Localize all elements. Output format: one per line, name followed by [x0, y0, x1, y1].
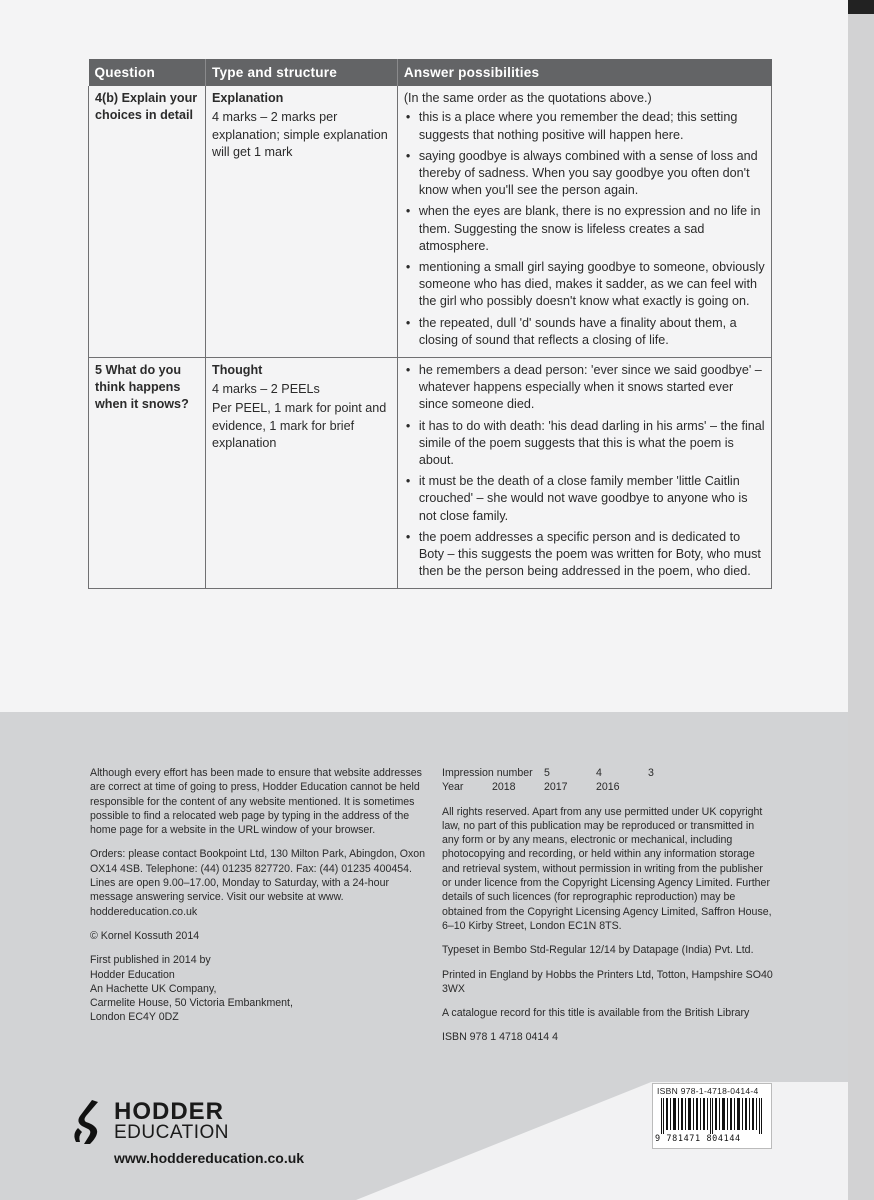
orders-info: Orders: please contact Bookpoint Ltd, 130 Milton Park, Abingdon, Oxon OX14 4SB. Telephone: (44) 01235 827720. Fax: (44) 01235 400454. Lines are open 9.00–17.00, Monday to Saturday, with a 24-hour message answering service. Visit our website at www. hoddereducation.co.uk	[90, 848, 426, 918]
list-item: • he remembers a dead person: 'ever since we said goodbye' – whatever happens especially when it snows started ever since someone died.	[404, 362, 765, 414]
type-cell	[206, 86, 398, 357]
brand-subname: EDUCATION	[114, 1122, 229, 1143]
list-item: • when the eyes are blank, there is no expression and no life in them. Suggesting the snow is lifeless creates a sad atmosphere.	[404, 203, 765, 255]
published-line: Hodder Education	[90, 968, 175, 981]
question-text: 5 What do you think happens when it snows?	[95, 363, 189, 412]
typeset-info: Typeset in Bembo Std-Regular 12/14 by Datapage (India) Pvt. Ltd.	[442, 944, 754, 957]
structure-line: Per PEEL, 1 mark for point and evidence, 1 mark for brief explanation	[212, 401, 387, 450]
published-line: London EC4Y 0DZ	[90, 1011, 179, 1024]
answer-list	[404, 109, 765, 349]
header-question: Question	[89, 59, 206, 86]
impression-row	[442, 766, 774, 780]
table-row	[89, 358, 772, 589]
answers-cell	[397, 358, 771, 589]
answers-cell	[397, 86, 771, 357]
published-line: First published in 2014 by	[90, 954, 211, 967]
impression-number: 3	[648, 767, 654, 779]
type-cell	[206, 358, 398, 589]
impression-number: 5	[544, 767, 550, 779]
answers-intro: (In the same order as the quotations above.)	[403, 91, 652, 106]
rights-statement: All rights reserved. Apart from any use permitted under UK copyright law, no part of this publication may be reproduced or transmitted in any form or by any means, electronic or mechanical, including photocopying and recording, or held within any information storage and retrieval system, without permission in writing from the publisher or under licence from the Copyright Licensing Agency Limited. Further details of such licences (for reprographic reproduction) may be obtained from the Copyright Licensing Agency Limited, Saffron House, 6–10 Kirby Street, London EC1N 8TS.	[442, 805, 772, 932]
copyright-line: © Kornel Kossuth 2014	[90, 929, 200, 942]
table-header-row	[89, 59, 772, 86]
isbn-barcode	[652, 1083, 772, 1149]
structure-line: 4 marks – 2 PEELs	[212, 382, 320, 397]
type-title: Thought	[212, 363, 263, 378]
barcode-digits: 9 781471 804144	[655, 1134, 741, 1144]
imprint-left-column	[90, 766, 426, 1035]
table-row	[89, 86, 772, 357]
list-item: • mentioning a small girl saying goodbye to someone, obviously someone who has died, makes it sadder, as we can feel with the girl who possibly doesn't know what exactly is going on.	[404, 259, 765, 311]
hodder-mark-icon	[70, 1098, 110, 1146]
question-cell	[89, 358, 206, 589]
type-title: Explanation	[212, 91, 284, 106]
list-item: • saying goodbye is always combined with a sense of loss and thereby of sadness. When you say goodbye you often don't know when you'll see the person again.	[404, 148, 765, 200]
year-row	[442, 780, 774, 794]
question-cell	[89, 86, 206, 357]
published-line: Carmelite House, 50 Victoria Embankment,	[90, 997, 293, 1010]
impression-block	[442, 766, 774, 795]
hodder-logo	[70, 1098, 350, 1170]
impression-label: Impression number	[442, 767, 533, 779]
year-label: Year	[442, 781, 464, 794]
structure-line: 4 marks – 2 marks per explanation; simple explanation will get 1 mark	[212, 110, 388, 159]
website-disclaimer: Although every effort has been made to ensure that website addresses are correct at time of going to press, Hodder Education cannot be held responsible for the content of any website mentioned. It is sometimes possible to find a relocated web page by typing in the address of the home page for a website in the URL window of your browser.	[90, 767, 422, 837]
list-item: • the poem addresses a specific person and is dedicated to Boty – this suggests the poem was written for Boty, who must then be the person being addressed in the poem, who died.	[404, 529, 765, 581]
answer-list	[404, 362, 765, 580]
barcode-isbn-label: ISBN 978-1-4718-0414-4	[657, 1086, 759, 1096]
year-value: 2017	[544, 781, 568, 794]
printer-info: Printed in England by Hobbs the Printers Ltd, Totton, Hampshire SO40 3WX	[442, 968, 773, 995]
header-type-structure: Type and structure	[206, 59, 398, 86]
isbn-line: ISBN 978 1 4718 0414 4	[442, 1031, 559, 1044]
question-text: 4(b) Explain your choices in detail	[95, 91, 198, 123]
edge-tab	[848, 0, 874, 14]
published-line: An Hachette UK Company,	[90, 982, 217, 995]
header-answer-possibilities: Answer possibilities	[397, 59, 771, 86]
page-edge	[848, 0, 874, 1200]
impression-number: 4	[596, 767, 602, 779]
publisher-info	[90, 953, 426, 1024]
list-item: • it must be the death of a close family member 'little Caitlin crouched' – she would not wave goodbye to anyone who is not close family.	[404, 473, 765, 525]
list-item: • this is a place where you remember the dead; this setting suggests that nothing positive will happen here.	[404, 109, 765, 143]
barcode-bars-icon	[661, 1098, 763, 1134]
publisher-url: www.hoddereducation.co.uk	[114, 1150, 305, 1166]
brand-name: HODDER	[114, 1098, 225, 1125]
mark-scheme-table	[88, 59, 772, 589]
year-value: 2018	[492, 781, 516, 794]
year-value: 2016	[596, 781, 620, 794]
catalogue-info: A catalogue record for this title is available from the British Library	[442, 1007, 750, 1020]
imprint-right-column	[442, 766, 774, 1055]
list-item: • it has to do with death: 'his dead darling in his arms' – the final simile of the poem suggests that this is what the poem is about.	[404, 418, 765, 470]
list-item: • the repeated, dull 'd' sounds have a finality about them, a closing of sound that reflects a closing of life.	[404, 315, 765, 349]
